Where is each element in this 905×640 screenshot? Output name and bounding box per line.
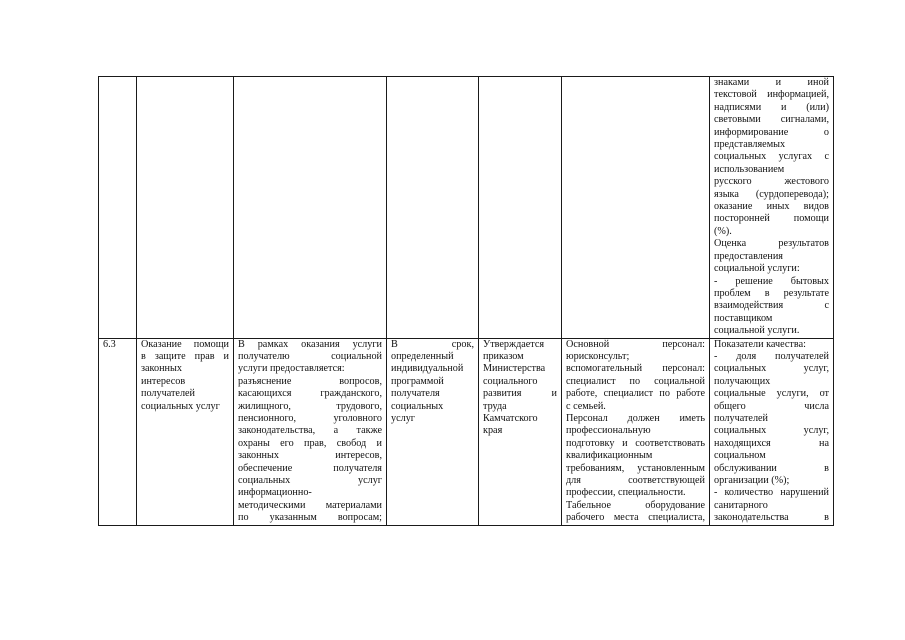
cell-service-tariff	[479, 338, 562, 525]
text-line: получателя	[391, 388, 440, 400]
text-line: В рамках оказания услуги	[238, 338, 382, 350]
text-line: для соответствующей	[566, 475, 705, 486]
text-line: Министерства	[483, 363, 546, 375]
text-line: социальных	[391, 400, 444, 412]
text-line: законных	[141, 363, 182, 375]
table-row-continuation	[99, 77, 834, 339]
text-line: касающихся гражданского,	[238, 388, 382, 400]
text-line: в защите прав и	[141, 350, 229, 362]
text-line: специалист по социальной	[566, 375, 705, 387]
text-line: жилищного, трудового,	[238, 400, 382, 412]
text-line: социальные услуги, от	[714, 388, 829, 400]
text-line: законодательства в	[714, 512, 829, 524]
text-line: санитарного	[714, 499, 768, 511]
text-line: получателю социальной	[238, 350, 382, 362]
text-line: посторонней помощи	[714, 213, 829, 225]
text-line: вспомогательный персонал:	[566, 363, 705, 375]
text-line: социальной услуги.	[714, 325, 800, 337]
text-line: Оказание помощи	[141, 338, 229, 350]
cell-service-term	[387, 338, 479, 525]
services-table	[98, 76, 834, 526]
text-line: с семьей.	[566, 400, 606, 412]
text-line: социального	[483, 375, 538, 387]
text-line: социальных услуг,	[714, 425, 829, 437]
text-line: Табельное оборудование	[566, 499, 705, 511]
text-line: представляемых	[714, 139, 786, 151]
text-line: Оценка результатов	[714, 238, 829, 250]
text-line: русского жестового	[714, 176, 829, 188]
cell-name-empty	[137, 77, 234, 339]
text-line: подготовку и соответствовать	[566, 437, 705, 449]
text-line: определенный	[391, 350, 454, 362]
text-line: пенсионного, уголовного	[238, 412, 382, 424]
text-line: законодательства, а также	[238, 425, 382, 437]
text-line: интересов	[141, 375, 186, 387]
text-line: информирование о	[714, 126, 829, 138]
text-line: Утверждается	[483, 338, 545, 350]
text-line: требованиям, установленным	[566, 462, 705, 474]
text-line: - количество нарушений	[714, 487, 829, 499]
text-line: профессии, специальности.	[566, 487, 686, 499]
cell-service-description	[234, 338, 387, 525]
text-line: программой	[391, 375, 444, 387]
cell-description-empty	[234, 77, 387, 339]
cell-service-conditions	[562, 338, 710, 525]
service-number: 6.3	[103, 338, 116, 350]
text-line: индивидуальной	[391, 363, 464, 375]
text-line: надписями и (или)	[714, 101, 829, 113]
text-line: находящихся на	[714, 437, 829, 449]
cell-number-empty	[99, 77, 137, 339]
cell-tariff-empty	[479, 77, 562, 339]
text-line: края	[483, 425, 503, 437]
cell-service-number	[99, 338, 137, 525]
text-line: профессиональную	[566, 425, 651, 437]
text-line: (%).	[714, 225, 732, 237]
text-line: организации (%);	[714, 475, 790, 486]
cell-service-name	[137, 338, 234, 525]
text-line: законных интересов,	[238, 450, 382, 462]
text-line: охраны его прав, свобод и	[238, 437, 382, 449]
text-line: использованием	[714, 163, 785, 175]
text-line: - доля получателей	[714, 350, 829, 362]
text-line: получающих	[714, 375, 771, 387]
text-line: услуги предоставляется:	[238, 363, 345, 375]
text-line: труда	[483, 400, 507, 412]
text-line: юрисконсульт;	[566, 350, 630, 362]
text-line: работе, специалист по работе	[566, 388, 705, 400]
text-line: получателей	[141, 388, 196, 400]
text-line: оказание иных видов	[714, 201, 829, 213]
text-line: информационно-	[238, 487, 312, 499]
table-row-6-3	[99, 338, 834, 525]
cell-term-empty	[387, 77, 479, 339]
text-line: социальных услуг	[238, 475, 382, 486]
text-line: - решение бытовых	[714, 275, 829, 287]
text-line: предоставления	[714, 250, 783, 262]
text-line: получателей	[714, 412, 769, 424]
text-line: Персонал должен иметь	[566, 412, 705, 424]
text-line: общего числа	[714, 400, 829, 412]
text-line: развития и	[483, 388, 557, 400]
text-line: по указанным вопросам;	[238, 512, 382, 524]
text-line: обеспечение получателя	[238, 462, 382, 474]
text-line: социальных услугах с	[714, 151, 829, 163]
text-line: световыми сигналами,	[714, 114, 829, 126]
text-line: В срок,	[391, 338, 474, 350]
text-line: обслуживании в	[714, 462, 829, 474]
text-line: Основной персонал:	[566, 338, 705, 350]
text-line: приказом	[483, 350, 524, 362]
text-line: социальных услуг	[141, 400, 220, 412]
cell-service-quality	[710, 338, 834, 525]
text-line: языка (сурдоперевода);	[714, 188, 829, 200]
text-line: рабочего места специалиста,	[566, 512, 705, 524]
text-line: Камчатского	[483, 412, 538, 424]
text-line: проблем в результате	[714, 287, 829, 299]
text-line: социальной услуги:	[714, 263, 800, 275]
text-line: текстовой информацией,	[714, 89, 829, 101]
text-line: квалификационным	[566, 450, 653, 462]
text-line: услуг	[391, 412, 415, 424]
text-line: разъяснение вопросов,	[238, 375, 382, 387]
cell-conditions-empty	[562, 77, 710, 339]
text-line: взаимодействия с	[714, 300, 829, 312]
text-line: знаками и иной	[714, 77, 829, 88]
text-line: методическими материалами	[238, 499, 382, 511]
text-line: поставщиком	[714, 312, 773, 324]
text-line: социальных услуг,	[714, 363, 829, 375]
cell-quality-continuation	[710, 77, 834, 339]
text-line: Показатели качества:	[714, 338, 806, 350]
text-line: социальном	[714, 450, 766, 462]
